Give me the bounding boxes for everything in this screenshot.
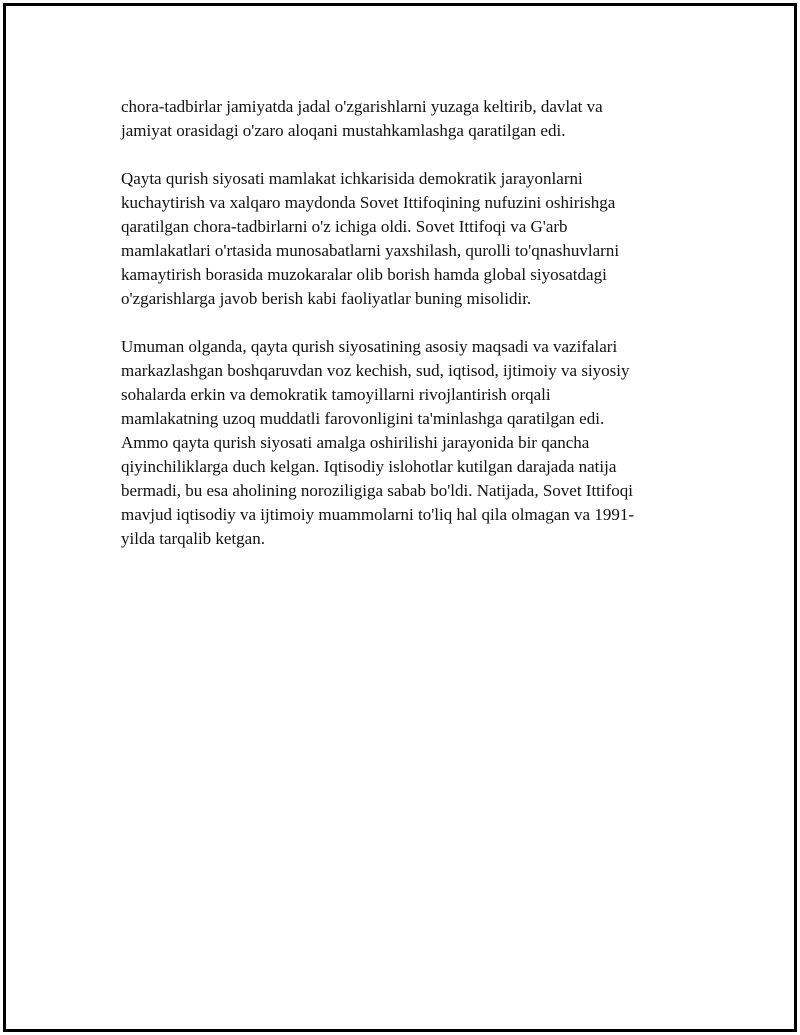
document-body [121, 95, 686, 575]
paragraph-1: chora-tadbirlar jamiyatda jadal o'zgarishlarni yuzaga keltirib, davlat va jamiyat orasidagi o'zaro aloqani mustahkamlashga qaratilgan edi. [121, 97, 603, 140]
paragraph-2: Qayta qurish siyosati mamlakat ichkarisida demokratik jarayonlarni kuchaytirish va xalqaro maydonda Sovet Ittifoqining nufuzini oshirishga qaratilgan chora-tadbirlarni o'z ichiga oldi. Sovet Ittifoqi va G'arb mamlakatlari o'rtasida munosabatlarni yaxshilash, qurolli to'qnashuvlarni kamaytirish borasida muzokaralar olib borish hamda global siyosatdagi o'zgarishlarga javob berish kabi faoliyatlar buning misolidir. [121, 169, 620, 308]
document-page [3, 3, 797, 1032]
paragraph-3: Umuman olganda, qayta qurish siyosatining asosiy maqsadi va vazifalari markazlashgan boshqaruvdan voz kechish, sud, iqtisod, ijtimoiy va siyosiy sohalarda erkin va demokratik tamoyillarni rivojlantirish orqali mamlakatning uzoq muddatli farovonligini ta'minlashga qaratilgan edi. Ammo qayta qurish siyosati amalga oshirilishi jarayonida bir qancha qiyinchiliklarga duch kelgan. Iqtisodiy islohotlar kutilgan darajada natija bermadi, bu esa aholining noroziligiga sabab bo'ldi. Natijada, Sovet Ittifoqi mavjud iqtisodiy va ijtimoiy muammolarni to'liq hal qila olmagan va 1991- yilda tarqalib ketgan. [121, 337, 634, 548]
